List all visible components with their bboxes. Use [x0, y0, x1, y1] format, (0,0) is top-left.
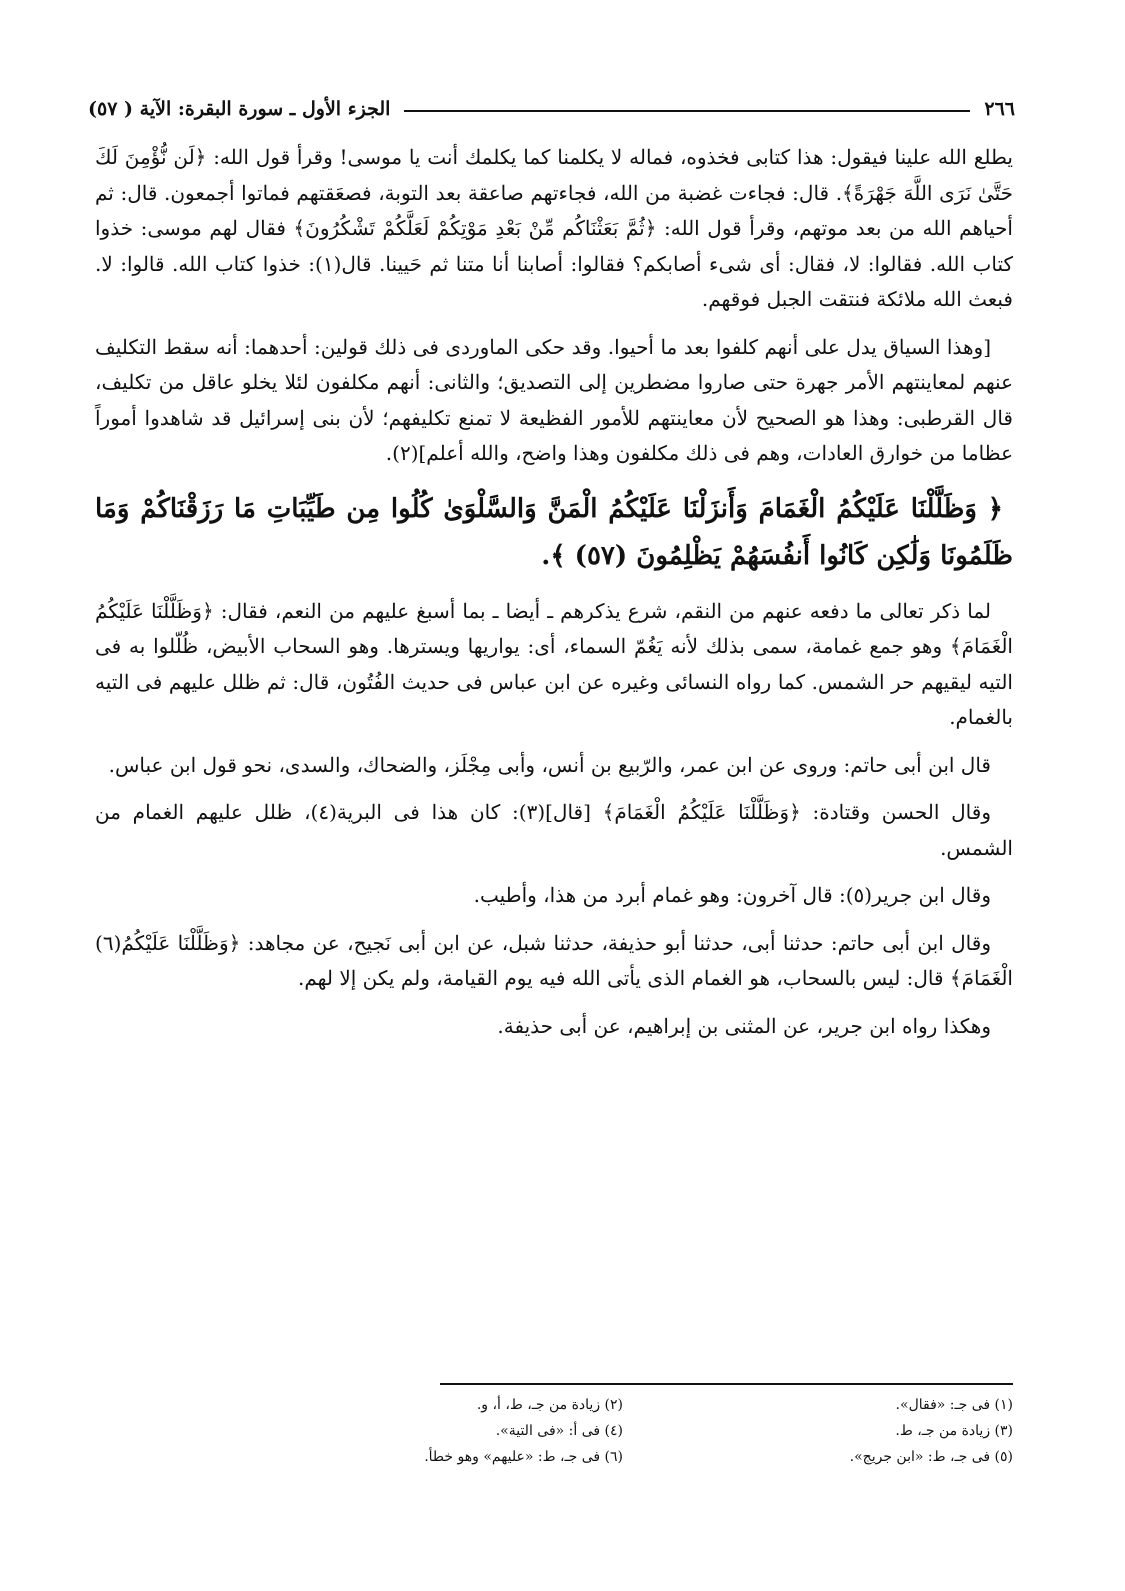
footnotes [240, 1392, 1013, 1470]
page-number: ٢٦٦ [984, 98, 1015, 120]
header-rule [404, 110, 970, 112]
paragraph-4: قال ابن أبى حاتم: وروى عن ابن عمر، والرّبيع بن أنس، وأبى مِجْلَز، والضحاك، والسدى، نحو قول ابن عباس. [108, 752, 991, 777]
page-body [95, 140, 1013, 1056]
running-header [88, 92, 1015, 126]
footnote-row [240, 1418, 1013, 1444]
paragraph-6: وقال ابن جرير(٥): قال آخرون: وهو غمام أبرد من هذا، وأطيب. [473, 883, 991, 907]
footnote-4: (٤) فى أ: «فى التية». [495, 1423, 623, 1439]
footnote-1: (١) فى جـ: «فقال». [895, 1397, 1013, 1413]
footnote-2: (٢) زيادة من جـ، ط، أ، و. [476, 1397, 623, 1413]
footnote-5: (٥) فى جـ، ط: «ابن جريج». [849, 1449, 1013, 1465]
paragraph-5: وقال الحسن وقتادة: ﴿وَظَلَّلْنَا عَلَيْكُمُ الْغَمَامَ﴾ [قال](٣): كان هذا فى البرية(٤)، ظلل عليهم الغمام من الشمس. [95, 800, 1013, 860]
paragraph-7: وقال ابن أبى حاتم: حدثنا أبى، حدثنا أبو حذيفة، حدثنا شبل، عن ابن أبى نَجيح، عن مجاهد: ﴿وَظَلَّلْنَا عَلَيْكُمُ(٦) الْغَمَامَ﴾ قال: ليس بالسحاب، هو الغمام الذى يأتى الله فيه يوم القيامة، ولم يكن إلا لهم. [95, 930, 1013, 990]
footnote-row [240, 1392, 1013, 1418]
paragraph-2: [وهذا السياق يدل على أنهم كلفوا بعد ما أحيوا. وقد حكى الماوردى فى ذلك قولين: أحدهما: أنه سقط التكليف عنهم لمعاينتهم الأمر جهرة حتى صاروا مضطرين إلى التصديق؛ والثانى: أنهم مكلفون لئلا يخلو عاقل من تكليف، قال القرطبى: وهذا هو الصحيح لأن معاينتهم للأمور الفظيعة لا تمنع تكليفهم؛ لأن بنى إسرائيل قد شاهدوا أموراً عظاما من خوارق العادات، وهم فى ذلك مكلفون وهذا واضح، والله أعلم](٢). [95, 334, 1013, 465]
header-title: الجزء الأول ـ سورة البقرة: الآية ( ٥٧) [88, 98, 391, 120]
footnote-3: (٣) زيادة من جـ، ط. [895, 1423, 1013, 1439]
paragraph-1: يطلع الله علينا فيقول: هذا كتابى فخذوه، فماله لا يكلمنا كما يكلمك أنت يا موسى! وقرأ قول الله: ﴿لَن نُّؤْمِنَ لَكَ حَتَّىٰ نَرَى اللَّهَ جَهْرَةً﴾. قال: فجاءت غضبة من الله، فجاءتهم صاعقة بعد التوبة، فصعَقتهم فماتوا أجمعون. قال: ثم أحياهم الله من بعد موتهم، وقرأ قول الله: ﴿ثُمَّ بَعَثْنَاكُم مِّنْ بَعْدِ مَوْتِكُمْ لَعَلَّكُمْ تَشْكُرُونَ﴾ فقال لهم موسى: خذوا كتاب الله. فقالوا: لا، فقال: أى شىء أصابكم؟ فقالوا: أصابنا أنا متنا ثم حَيينا. قال(١): خذوا كتاب الله. قالوا: لا. فبعث الله ملائكة فنتقت الجبل فوقهم. [95, 145, 1014, 311]
footnote-rule [440, 1383, 1013, 1385]
paragraph-3: لما ذكر تعالى ما دفعه عنهم من النقم، شرع يذكرهم ـ أيضا ـ بما أسبغ عليهم من النعم، فقال: ﴿وَظَلَّلْنَا عَلَيْكُمُ الْغَمَامَ﴾ وهو جمع غمامة، سمى بذلك لأنه يَغُمّ السماء، أى: يواريها ويسترها. وهو السحاب الأبيض، ظُلّلوا به فى التيه ليقيهم حر الشمس. كما رواه النسائى وغيره عن ابن عباس فى حديث الفُتُون، قال: ثم ظلل عليهم فى التيه بالغمام. [95, 598, 1013, 729]
footnote-6: (٦) فى جـ، ط: «عليهم» وهو خطأ. [424, 1449, 623, 1465]
paragraph-8: وهكذا رواه ابن جرير، عن المثنى بن إبراهيم، عن أبى حذيفة. [497, 1013, 991, 1038]
footnote-row [240, 1444, 1013, 1470]
quran-verse: ﴿ وَظَلَّلْنَا عَلَيْكُمُ الْغَمَامَ وَأَنزَلْنَا عَلَيْكُمُ الْمَنَّ وَالسَّلْوَىٰ كُلُوا مِن طَيِّبَاتِ مَا رَزَقْنَاكُمْ وَمَا ظَلَمُونَا وَلَٰكِن كَانُوا أَنفُسَهُمْ يَظْلِمُونَ (٥٧) ﴾. [95, 493, 1013, 571]
